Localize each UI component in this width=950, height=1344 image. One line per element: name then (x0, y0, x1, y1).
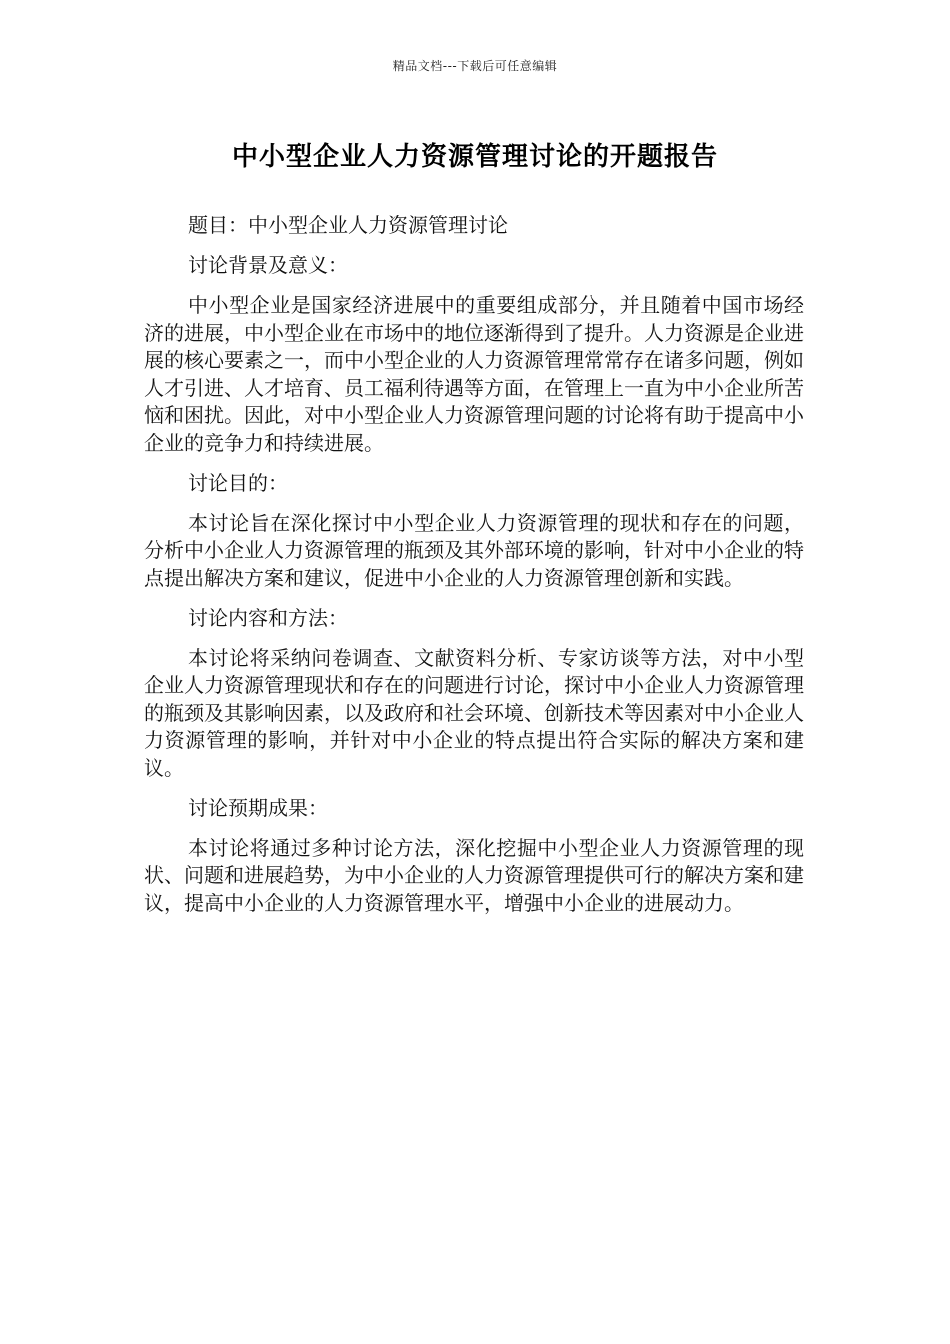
paragraph-purpose: 本讨论旨在深化探讨中小型企业人力资源管理的现状和存在的问题，分析中小企业人力资源管理的瓶颈及其外部环境的影响，针对中小企业的特点提出解决方案和建议，促进中小企业的人力资源管理创新和实践。 (144, 510, 804, 590)
topic-line: 题目：中小型企业人力资源管理讨论 (188, 213, 508, 237)
paragraph-background: 中小型企业是国家经济进展中的重要组成部分，并且随着中国市场经济的进展，中小型企业在市场中的地位逐渐得到了提升。人力资源是企业进展的核心要素之一，而中小型企业的人力资源管理常常存在诸多问题，例如人才引进、人才培育、员工福利待遇等方面，在管理上一直为中小企业所苦恼和困扰。因此，对中小型企业人力资源管理问题的讨论将有助于提高中小企业的竞争力和持续进展。 (144, 293, 804, 455)
document-body (144, 212, 804, 930)
section-heading-outcomes: 讨论预期成果： (188, 795, 328, 820)
document-title: 中小型企业人力资源管理讨论的开题报告 (231, 142, 718, 172)
header-note: 精品文档---下载后可任意编辑 (392, 59, 558, 73)
paragraph-methods: 本讨论将采纳问卷调查、文献资料分析、专家访谈等方法，对中小型企业人力资源管理现状和存在的问题进行讨论，探讨中小企业人力资源管理的瓶颈及其影响因素，以及政府和社会环境、创新技术等因素对中小企业人力资源管理的影响，并针对中小企业的特点提出符合实际的解决方案和建议。 (144, 645, 804, 780)
section-heading-purpose: 讨论目的： (188, 470, 288, 495)
section-heading-methods: 讨论内容和方法： (188, 605, 348, 630)
section-heading-background: 讨论背景及意义： (188, 253, 348, 277)
paragraph-outcomes: 本讨论将通过多种讨论方法，深化挖掘中小型企业人力资源管理的现状、问题和进展趋势，为中小企业的人力资源管理提供可行的解决方案和建议，提高中小企业的人力资源管理水平，增强中小企业的进展动力。 (144, 835, 804, 915)
